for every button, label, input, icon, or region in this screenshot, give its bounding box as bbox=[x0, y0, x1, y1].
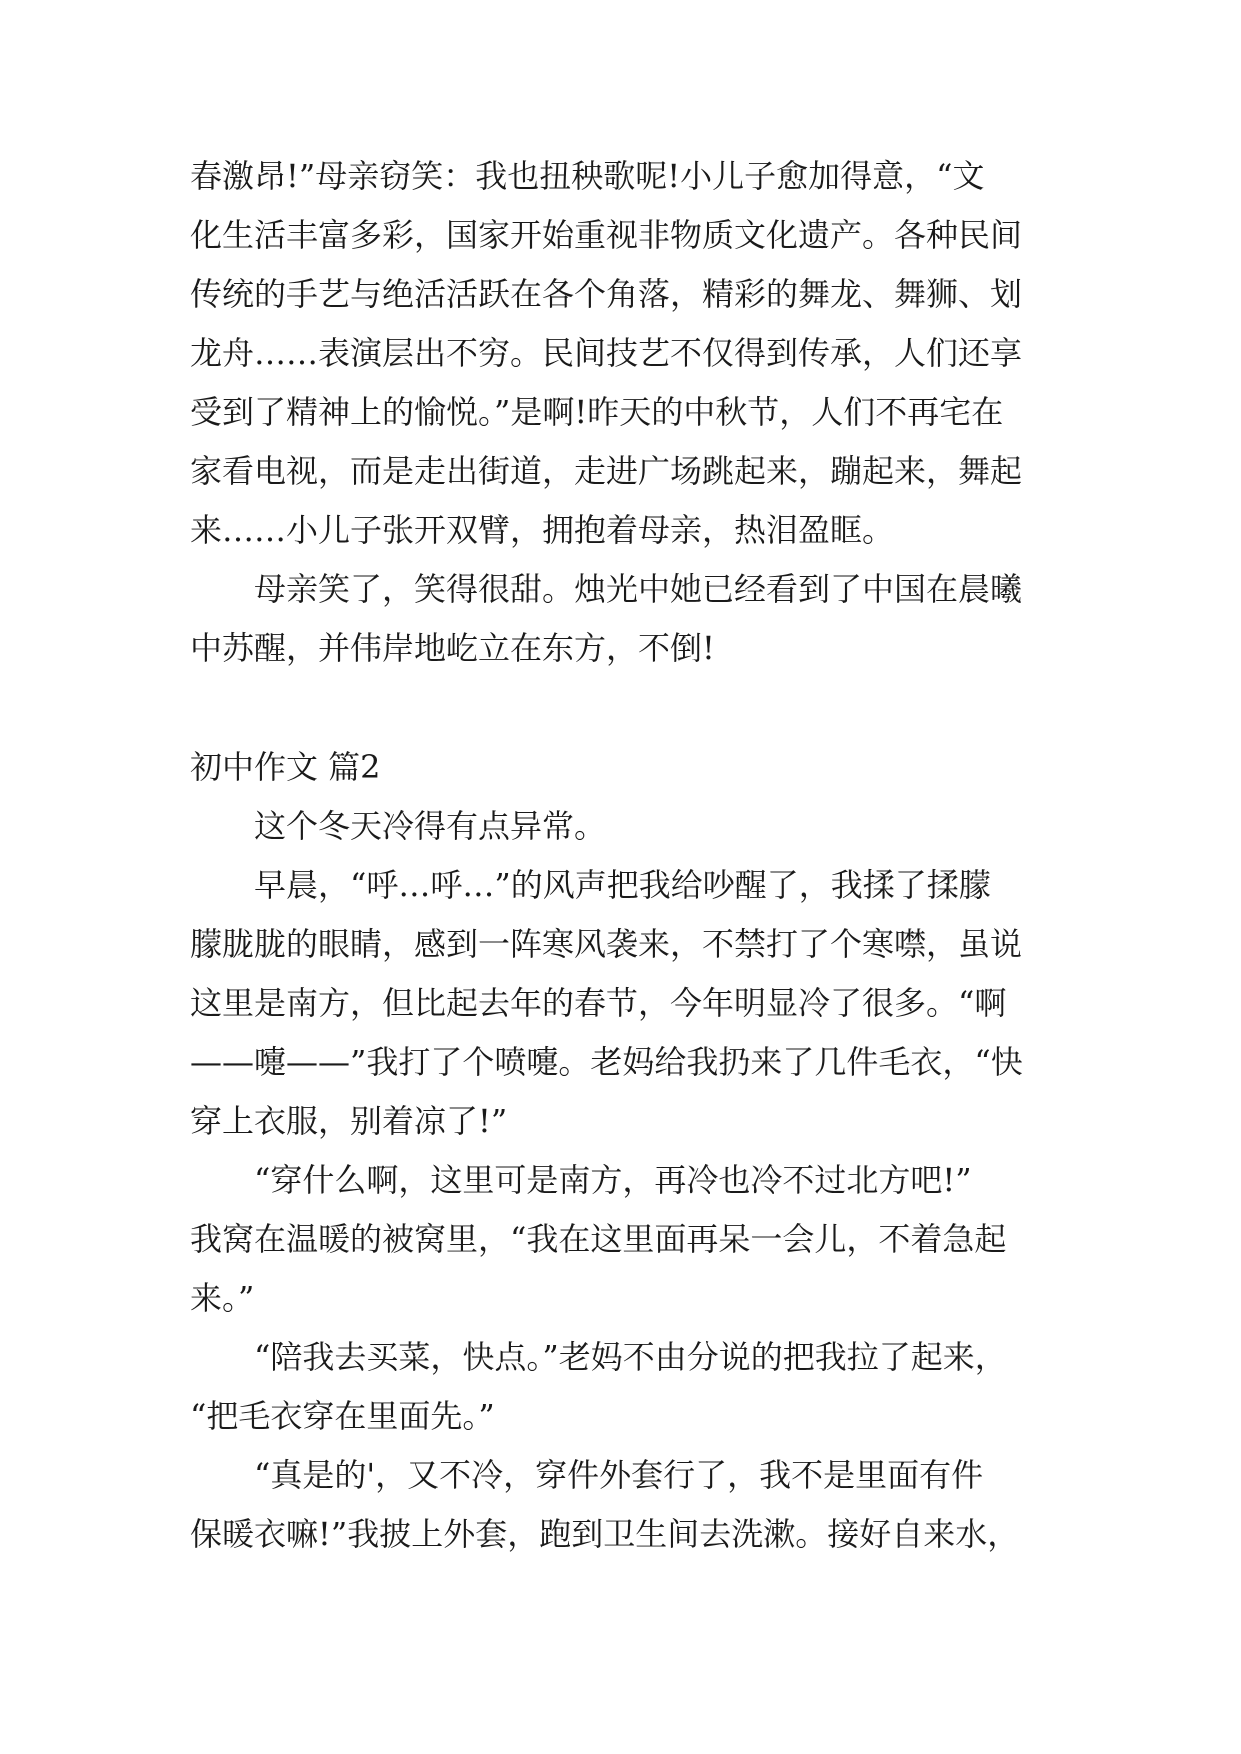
text-line: 春激昂!”母亲窃笑：我也扭秧歌呢!小儿子愈加得意，“文 bbox=[190, 157, 985, 195]
text-line: 家看电视，而是走出街道，走进广场跳起来，蹦起来，舞起 bbox=[190, 452, 1023, 490]
text-line: “穿什么啊，这里可是南方，再冷也冷不过北方吧!” bbox=[254, 1161, 972, 1199]
text-line: “真是的'，又不冷，穿件外套行了，我不是里面有件 bbox=[254, 1456, 984, 1494]
text-line: “陪我去买菜，快点。”老妈不由分说的把我拉了起来， bbox=[254, 1338, 1007, 1376]
text-line: 保暖衣嘛!”我披上外套，跑到卫生间去洗漱。接好自来水， bbox=[190, 1515, 1020, 1553]
text-line: 受到了精神上的愉悦。”是啊!昨天的中秋节，人们不再宅在 bbox=[190, 393, 1004, 431]
text-line: 早晨，“呼…呼…”的风声把我给吵醒了，我揉了揉朦 bbox=[254, 866, 991, 904]
text-line: 传统的手艺与绝活活跃在各个角落，精彩的舞龙、舞狮、划 bbox=[190, 275, 1023, 313]
text-line: 来……小儿子张开双臂，拥抱着母亲，热泪盈眶。 bbox=[190, 511, 895, 549]
text-line: 朦胧胧的眼睛，感到一阵寒风袭来，不禁打了个寒噤，虽说 bbox=[190, 925, 1023, 963]
text-line: 龙舟……表演层出不穷。民间技艺不仅得到传承，人们还享 bbox=[190, 334, 1023, 372]
text-line: 母亲笑了，笑得很甜。烛光中她已经看到了中国在晨曦 bbox=[254, 570, 1023, 608]
text-line: “把毛衣穿在里面先。” bbox=[190, 1397, 495, 1435]
text-line: 来。” bbox=[190, 1279, 255, 1317]
text-line: 穿上衣服，别着凉了!” bbox=[190, 1102, 508, 1140]
section-heading: 初中作文 篇2 bbox=[190, 748, 381, 786]
text-line: 我窝在温暖的被窝里，“我在这里面再呆一会儿，不着急起 bbox=[190, 1220, 1007, 1258]
text-line: 中苏醒，并伟岸地屹立在东方，不倒! bbox=[190, 629, 715, 667]
text-line: 这里是南方，但比起去年的春节，今年明显冷了很多。“啊 bbox=[190, 984, 1007, 1022]
text-line: ——嚏——”我打了个喷嚏。老妈给我扔来了几件毛衣，“快 bbox=[190, 1043, 1023, 1081]
text-line: 这个冬天冷得有点异常。 bbox=[254, 807, 607, 845]
text-line: 化生活丰富多彩，国家开始重视非物质文化遗产。各种民间 bbox=[190, 216, 1023, 254]
